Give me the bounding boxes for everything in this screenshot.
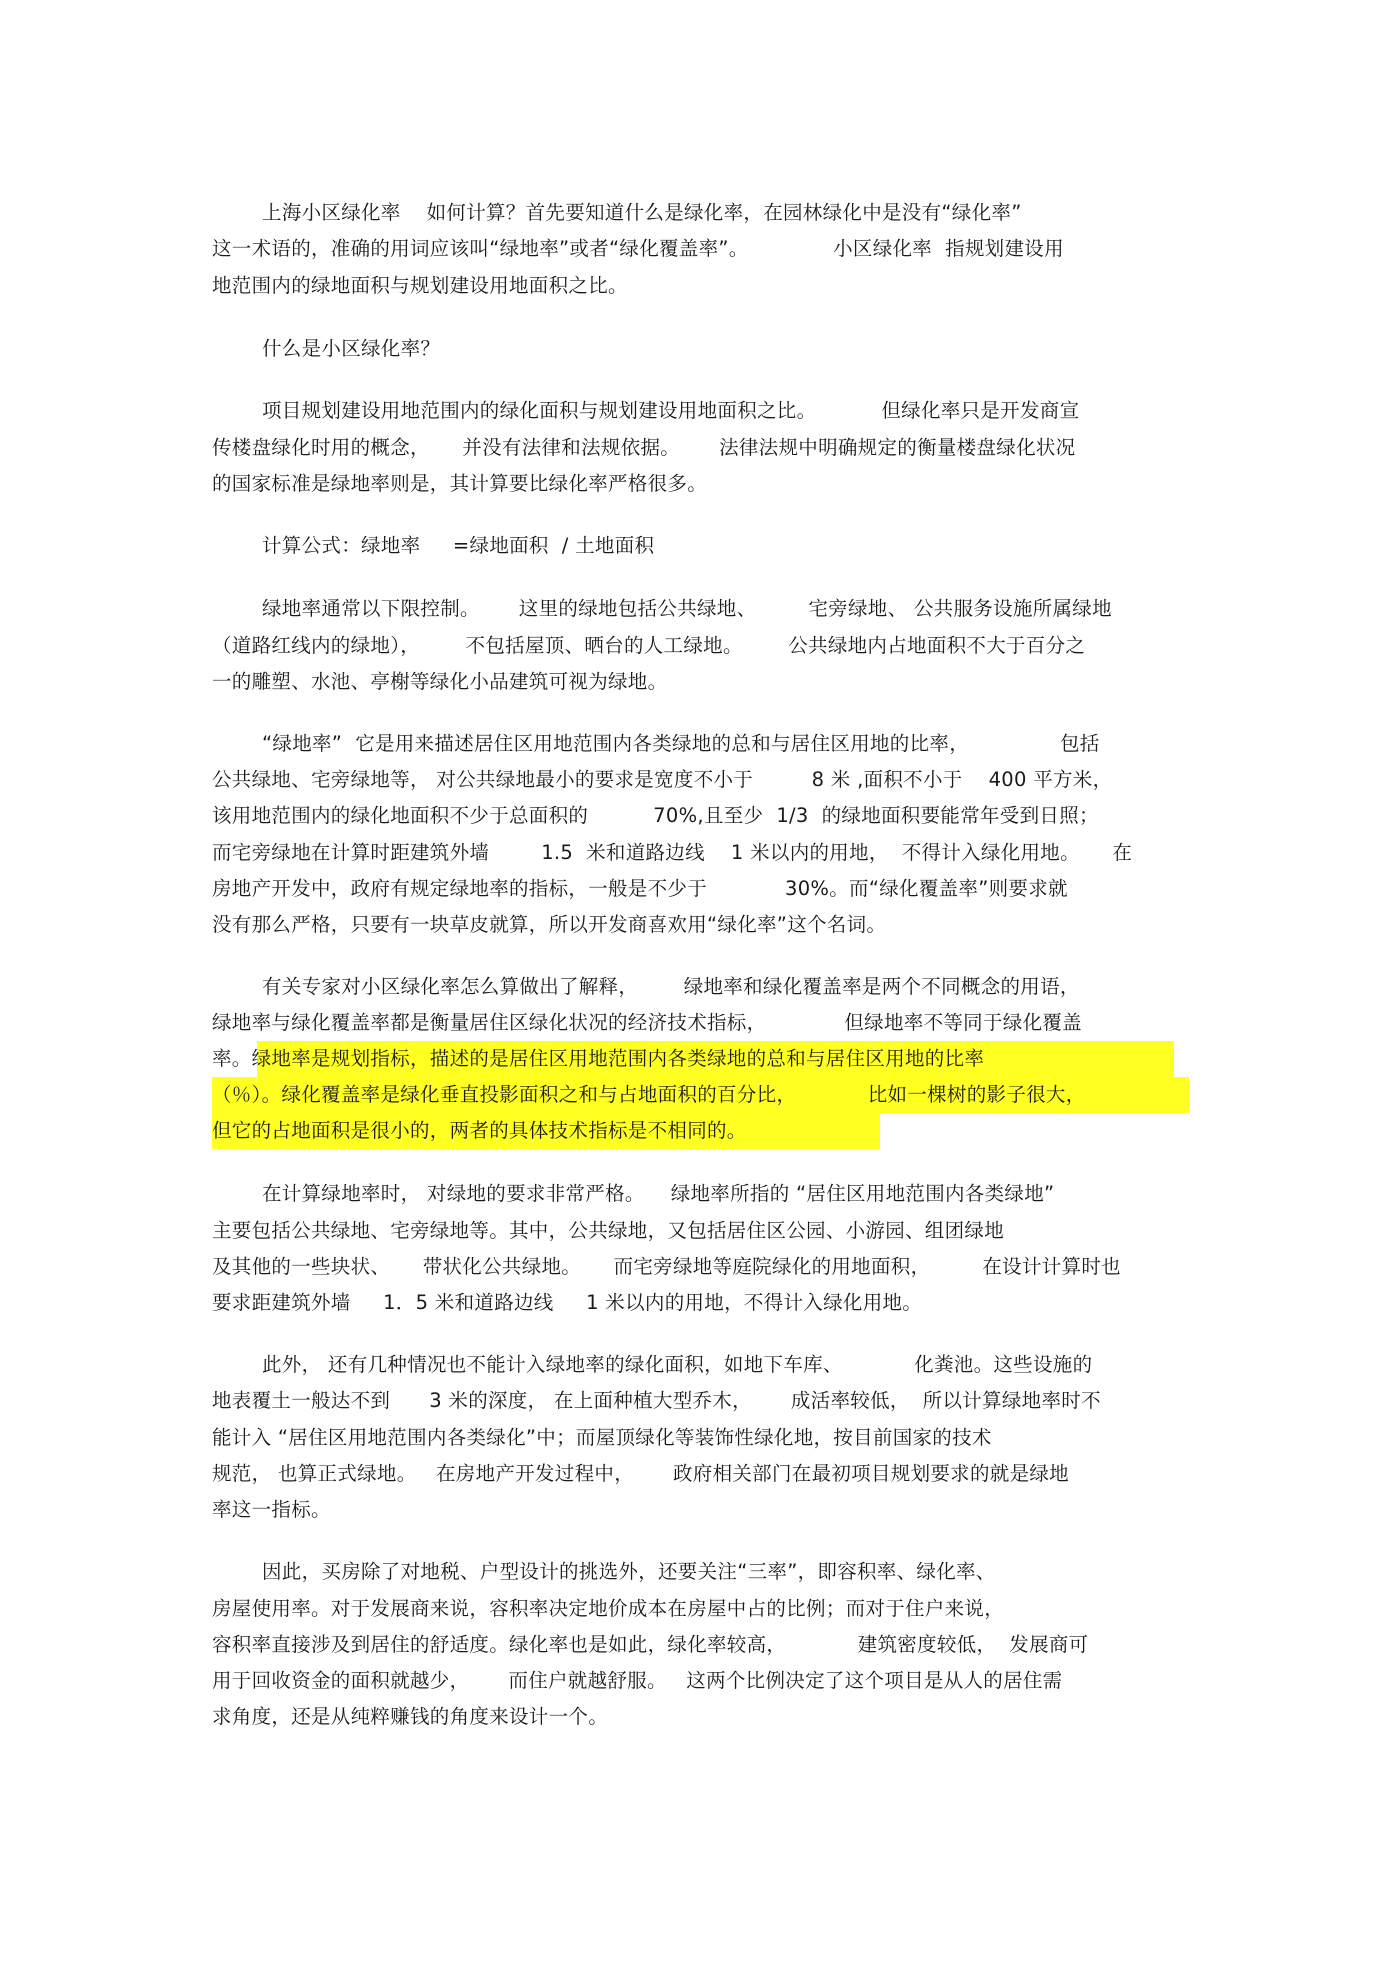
text-line: 而宅旁绿地在计算时距建筑外墙 1.5 米和道路边线 1 米以内的用地， 不得计入绿化用地。 在 bbox=[212, 841, 1133, 864]
text-line: 能计入 “居住区用地范围内各类绿化”中；而屋顶绿化等装饰性绿化地，按目前国家的技术 bbox=[212, 1426, 992, 1449]
text-line: （道路红线内的绿地）， 不包括屋顶、晒台的人工绿地。 公共绿地内占地面积不大于百分之 bbox=[212, 634, 1086, 657]
text-line: 规范， 也算正式绿地。 在房地产开发过程中， 政府相关部门在最初项目规划要求的就是绿地 bbox=[212, 1462, 1069, 1485]
text-line: 求角度，还是从纯粹赚钱的角度来设计一个。 bbox=[212, 1705, 609, 1728]
text-line: 房地产开发中，政府有规定绿地率的指标，一般是不少于 30%。而“绿化覆盖率”则要求就 bbox=[212, 877, 1068, 900]
text-line: 在计算绿地率时， 对绿地的要求非常严格。 绿地率所指的 “居住区用地范围内各类绿地” bbox=[262, 1182, 1055, 1205]
text-line: “绿地率” 它是用来描述居住区用地范围内各类绿地的总和与居住区用地的比率， 包括 bbox=[262, 732, 1100, 755]
text-line: 要求距建筑外墙 1．5 米和道路边线 1 米以内的用地，不得计入绿化用地。 bbox=[212, 1291, 923, 1314]
text-line: 一的雕塑、水池、亭榭等绿化小品建筑可视为绿地。 bbox=[212, 670, 668, 693]
text-line: 上海小区绿化率 如何计算？首先要知道什么是绿化率，在园林绿化中是没有“绿化率” bbox=[262, 201, 1022, 224]
text-line: 这一术语的，准确的用词应该叫“绿地率”或者“绿化覆盖率”。 小区绿化率 指规划建设用 bbox=[212, 237, 1064, 260]
text-line: 公共绿地、宅旁绿地等， 对公共绿地最小的要求是宽度不小于 8 米 ,面积不小于 400 平方米， bbox=[212, 768, 1113, 791]
text-line: 传楼盘绿化时用的概念， 并没有法律和法规依据。 法律法规中明确规定的衡量楼盘绿化状况 bbox=[212, 436, 1076, 459]
text-line: 及其他的一些块状、 带状化公共绿地。 而宅旁绿地等庭院绿化的用地面积， 在设计计算时也 bbox=[212, 1255, 1121, 1278]
text-line: （％）。绿化覆盖率是绿化垂直投影面积之和与占地面积的百分比， 比如一棵树的影子很大， bbox=[212, 1083, 1086, 1106]
text-line: 什么是小区绿化率？ bbox=[262, 337, 441, 360]
text-line: 有关专家对小区绿化率怎么算做出了解释， 绿地率和绿化覆盖率是两个不同概念的用语， bbox=[262, 975, 1080, 998]
text-line: 该用地范围内的绿化地面积不少于总面积的 70%,且至少 1/3 的绿地面积要能常年受到日照； bbox=[212, 804, 1099, 827]
text-line: 此外， 还有几种情况也不能计入绿地率的绿化面积，如地下车库、 化粪池。这些设施的 bbox=[262, 1353, 1093, 1376]
text-line: 项目规划建设用地范围内的绿化面积与规划建设用地面积之比。 但绿化率只是开发商宣 bbox=[262, 399, 1080, 422]
text-line: 地表覆土一般达不到 3 米的深度， 在上面种植大型乔木， 成活率较低， 所以计算绿地率时不 bbox=[212, 1389, 1101, 1412]
text-line: 率。绿地率是规划指标，描述的是居住区用地范围内各类绿地的总和与居住区用地的比率 bbox=[212, 1047, 985, 1070]
text-line: 主要包括公共绿地、宅旁绿地等。其中，公共绿地，又包括居住区公园、小游园、组团绿地 bbox=[212, 1219, 1005, 1242]
text-line: 率这一指标。 bbox=[212, 1498, 331, 1521]
text-line: 地范围内的绿地面积与规划建设用地面积之比。 bbox=[212, 274, 628, 297]
text-line: 但它的占地面积是很小的，两者的具体技术指标是不相同的。 bbox=[212, 1119, 747, 1142]
text-line: 没有那么严格，只要有一块草皮就算，所以开发商喜欢用“绿化率”这个名词。 bbox=[212, 913, 887, 936]
text-line: 房屋使用率。对于发展商来说，容积率决定地价成本在房屋中占的比例；而对于住户来说， bbox=[212, 1597, 1005, 1620]
text-line: 的国家标准是绿地率则是，其计算要比绿化率严格很多。 bbox=[212, 472, 708, 495]
text-line: 用于回收资金的面积就越少， 而住户就越舒服。 这两个比例决定了这个项目是从人的居住需 bbox=[212, 1669, 1063, 1692]
text-line: 绿地率与绿化覆盖率都是衡量居住区绿化状况的经济技术指标， 但绿地率不等同于绿化覆盖 bbox=[212, 1011, 1082, 1034]
text-line: 容积率直接涉及到居住的舒适度。绿化率也是如此，绿化率较高， 建筑密度较低， 发展商可 bbox=[212, 1633, 1089, 1656]
text-line: 因此，买房除了对地税、户型设计的挑选外，还要关注“三率”，即容积率、绿化率、 bbox=[262, 1560, 996, 1583]
text-line: 计算公式：绿地率 =绿地面积 / 土地面积 bbox=[262, 534, 655, 557]
text-line: 绿地率通常以下限控制。 这里的绿地包括公共绿地、 宅旁绿地、 公共服务设施所属绿地 bbox=[262, 597, 1112, 620]
